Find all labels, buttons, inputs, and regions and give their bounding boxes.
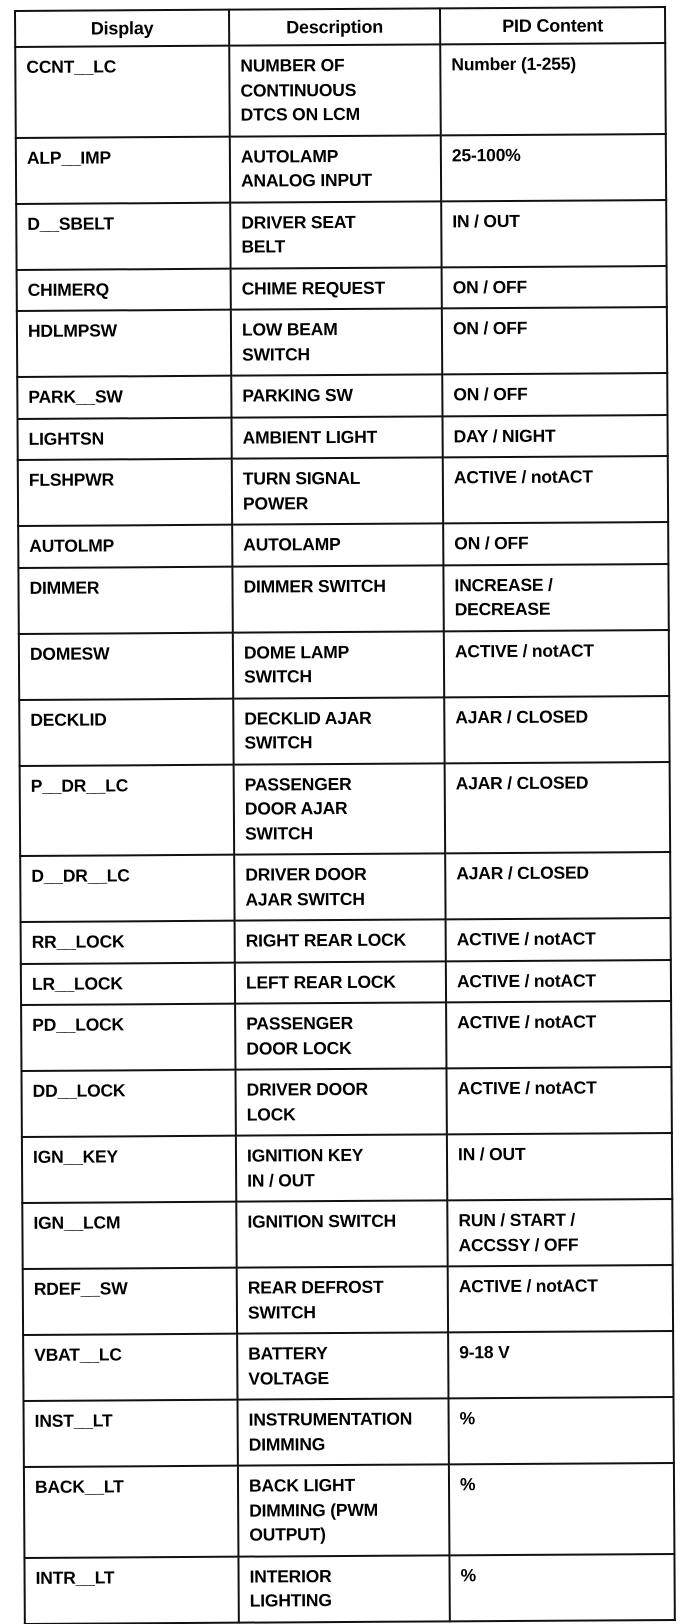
cell-pid-content: RUN / START / ACCSSY / OFF xyxy=(447,1199,672,1266)
cell-display: ALP__IMP xyxy=(16,136,230,203)
cell-pid-content: % xyxy=(449,1553,674,1620)
cell-pid-content: IN / OUT xyxy=(441,200,666,267)
cell-display: RR__LOCK xyxy=(21,921,235,964)
cell-display: LR__LOCK xyxy=(21,962,235,1005)
cell-description: AUTOLAMP xyxy=(232,523,443,566)
cell-description: TURN SIGNAL POWER xyxy=(232,457,443,524)
cell-display: AUTOLMP xyxy=(18,525,232,568)
pid-table xyxy=(14,6,676,1624)
cell-description: BATTERY VOLTAGE xyxy=(237,1332,448,1399)
cell-pid-content: % xyxy=(449,1463,675,1555)
cell-description: RIGHT REAR LOCK xyxy=(235,919,446,962)
cell-description: INTERIOR LIGHTING xyxy=(238,1555,449,1622)
cell-pid-content: ACTIVE / notACT xyxy=(448,1265,673,1332)
cell-pid-content: % xyxy=(448,1397,673,1464)
table-row xyxy=(20,762,671,856)
cell-display: CCNT__LC xyxy=(15,46,230,138)
cell-display: DOMESW xyxy=(19,632,233,699)
cell-description: AUTOLAMP ANALOG INPUT xyxy=(230,135,441,202)
cell-display: P__DR__LC xyxy=(20,764,235,856)
table-row xyxy=(21,960,671,1005)
cell-description: IGNITION KEY IN / OUT xyxy=(236,1134,447,1201)
cell-pid-content: AJAR / CLOSED xyxy=(444,696,669,763)
table-row xyxy=(15,43,666,137)
cell-pid-content: ACTIVE / notACT xyxy=(444,630,669,697)
cell-pid-content: ACTIVE / notACT xyxy=(446,960,671,1003)
cell-pid-content: Number (1-255) xyxy=(440,43,666,135)
cell-description: DRIVER SEAT BELT xyxy=(230,201,441,268)
table-row xyxy=(16,200,666,270)
cell-description: LEFT REAR LOCK xyxy=(235,961,446,1004)
table-row xyxy=(18,564,668,634)
table-row xyxy=(17,415,667,460)
cell-display: INST__LT xyxy=(23,1400,237,1467)
cell-description: AMBIENT LIGHT xyxy=(231,416,442,459)
cell-description: IGNITION SWITCH xyxy=(236,1200,447,1267)
table-row xyxy=(16,134,666,204)
cell-description: PARKING SW xyxy=(231,374,442,417)
cell-display: INTR__LT xyxy=(24,1556,238,1623)
table-row xyxy=(23,1331,673,1401)
cell-pid-content: ON / OFF xyxy=(442,373,667,416)
cell-display: D__SBELT xyxy=(16,202,230,269)
table-row xyxy=(24,1553,674,1623)
cell-pid-content: INCREASE / DECREASE xyxy=(443,564,668,631)
cell-display: FLSHPWR xyxy=(18,459,232,526)
cell-display: CHIMERQ xyxy=(17,268,231,311)
cell-description: NUMBER OF CONTINUOUS DTCS ON LCM xyxy=(229,44,441,136)
cell-pid-content: DAY / NIGHT xyxy=(442,415,667,458)
cell-display: DECKLID xyxy=(19,698,233,765)
cell-pid-content: ACTIVE / notACT xyxy=(446,1001,671,1068)
header-pid-content: PID Content xyxy=(440,7,665,44)
cell-display: D__DR__LC xyxy=(20,855,234,922)
cell-pid-content: ON / OFF xyxy=(442,307,667,374)
cell-description: PASSENGER DOOR AJAR SWITCH xyxy=(234,763,446,855)
table-row xyxy=(22,1199,672,1269)
cell-description: REAR DEFROST SWITCH xyxy=(237,1266,448,1333)
cell-description: DRIVER DOOR LOCK xyxy=(235,1068,446,1135)
table-row xyxy=(17,266,667,311)
cell-pid-content: ACTIVE / notACT xyxy=(443,456,668,523)
cell-display: IGN__KEY xyxy=(22,1136,236,1203)
cell-description: INSTRUMENTATION DIMMING xyxy=(237,1398,448,1465)
table-body xyxy=(15,43,675,1623)
cell-description: DOME LAMP SWITCH xyxy=(233,631,444,698)
table-row xyxy=(20,852,670,922)
cell-description: DRIVER DOOR AJAR SWITCH xyxy=(234,853,445,920)
cell-pid-content: 25-100% xyxy=(441,134,666,201)
cell-description: DECKLID AJAR SWITCH xyxy=(233,697,444,764)
cell-display: VBAT__LC xyxy=(23,1334,237,1401)
table-row xyxy=(21,1067,671,1137)
table-row xyxy=(24,1463,675,1557)
cell-pid-content: AJAR / CLOSED xyxy=(445,852,670,919)
cell-display: LIGHTSN xyxy=(17,417,231,460)
cell-display: BACK__LT xyxy=(24,1466,239,1558)
cell-pid-content: ON / OFF xyxy=(443,522,668,565)
cell-description: CHIME REQUEST xyxy=(231,267,442,310)
table-row xyxy=(21,918,671,963)
cell-display: PD__LOCK xyxy=(21,1004,235,1071)
cell-display: DD__LOCK xyxy=(21,1070,235,1137)
cell-pid-content: ACTIVE / notACT xyxy=(446,1067,671,1134)
cell-display: HDLMPSW xyxy=(17,310,231,377)
cell-pid-content: 9-18 V xyxy=(448,1331,673,1398)
table-row xyxy=(18,456,668,526)
table-row xyxy=(19,630,669,700)
table-row xyxy=(19,696,669,766)
cell-pid-content: IN / OUT xyxy=(447,1133,672,1200)
cell-description: LOW BEAM SWITCH xyxy=(231,308,442,375)
table-header xyxy=(15,7,665,47)
cell-display: PARK__SW xyxy=(17,376,231,419)
cell-display: RDEF__SW xyxy=(23,1268,237,1335)
header-description: Description xyxy=(229,8,440,45)
table-row xyxy=(17,307,667,377)
cell-display: IGN__LCM xyxy=(22,1202,236,1269)
table-row xyxy=(18,522,668,567)
table-row xyxy=(21,1001,671,1071)
cell-description: DIMMER SWITCH xyxy=(232,565,443,632)
table-row xyxy=(23,1397,673,1467)
table-row xyxy=(23,1265,673,1335)
header-display: Display xyxy=(15,10,229,47)
table-row xyxy=(17,373,667,418)
cell-pid-content: ON / OFF xyxy=(442,266,667,309)
header-row xyxy=(15,7,665,47)
cell-description: PASSENGER DOOR LOCK xyxy=(235,1002,446,1069)
table-row xyxy=(22,1133,672,1203)
cell-pid-content: ACTIVE / notACT xyxy=(446,918,671,961)
cell-display: DIMMER xyxy=(18,566,232,633)
cell-pid-content: AJAR / CLOSED xyxy=(445,762,671,854)
cell-description: BACK LIGHT DIMMING (PWM OUTPUT) xyxy=(238,1464,450,1556)
